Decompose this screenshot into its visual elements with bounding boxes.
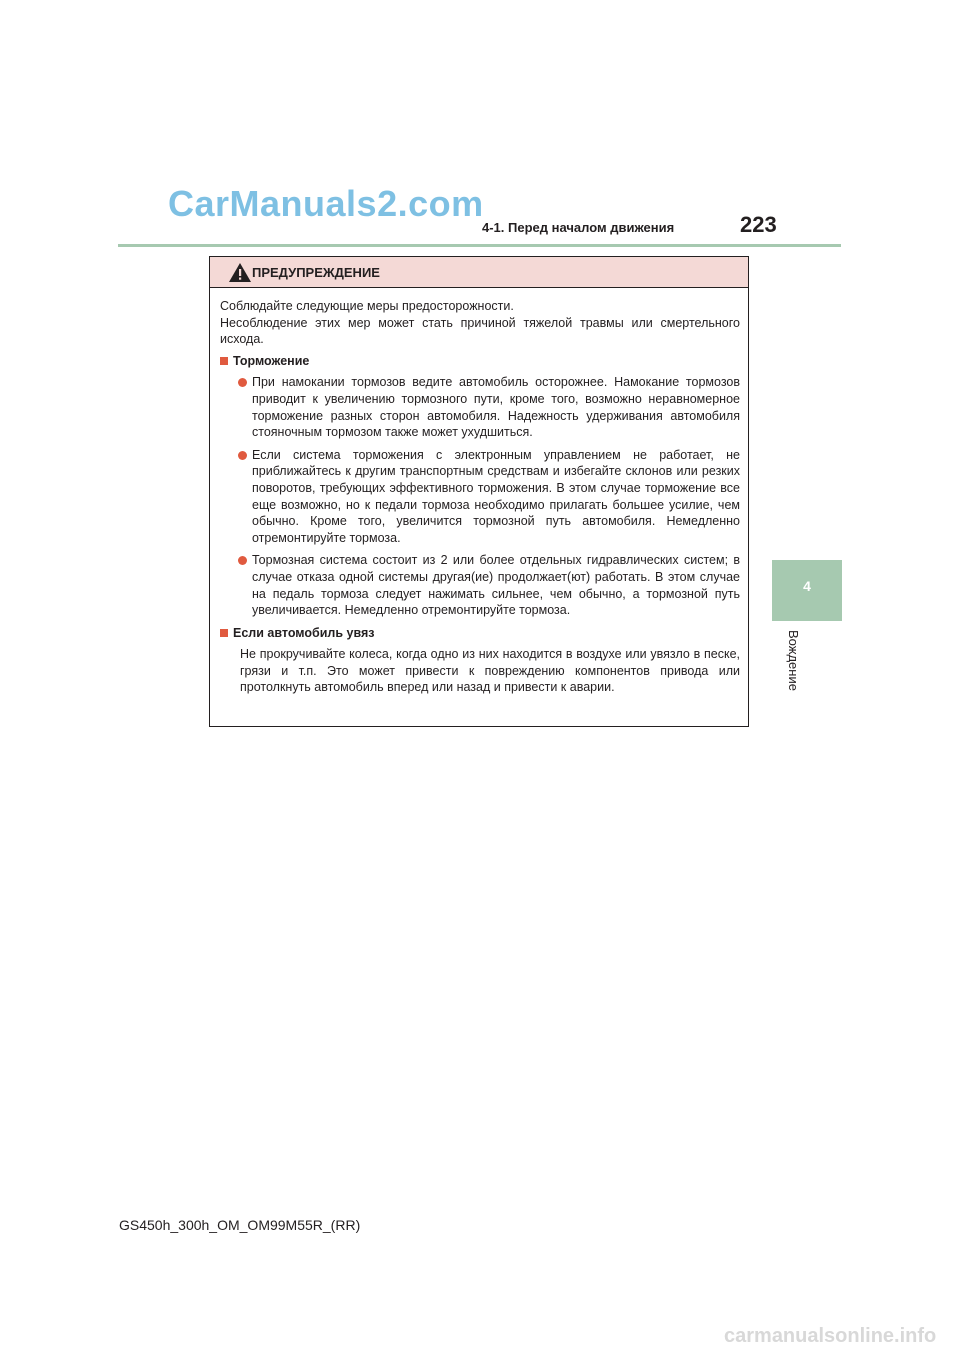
section-title: 4-1. Перед началом движения — [482, 220, 675, 235]
square-bullet-icon — [220, 629, 228, 637]
page-number: 223 — [740, 212, 777, 237]
round-bullet-icon — [238, 556, 247, 565]
list-item-text: Тормозная система состоит из 2 или более отдельных гидравлических систем; в случае отказа одной системы другая(ие) продолжает(ют) работать. В этом случае на педаль тормоза следует нажимать сильнее, чем обычно, а тормозной путь увеличивается. Немедленно отремонтируйте тормоза. — [252, 553, 740, 618]
list-item — [220, 447, 740, 547]
watermark-top: CarManuals2.com — [168, 183, 484, 224]
round-bullet-icon — [238, 378, 247, 387]
warning-body — [210, 288, 748, 696]
round-bullet-icon — [238, 451, 247, 460]
section-heading-label: Если автомобиль увяз — [233, 625, 375, 640]
warning-title: ПРЕДУПРЕЖДЕНИЕ — [252, 265, 380, 280]
chapter-tab — [772, 560, 842, 621]
watermark-bottom: carmanualsonline.info — [724, 1325, 937, 1347]
warning-intro-consequence: Несоблюдение этих мер может стать причиной тяжелой травмы или смертельного исхода. — [220, 315, 740, 347]
list-item — [220, 374, 740, 440]
warning-box — [209, 256, 749, 727]
section-heading-stuck — [220, 625, 740, 642]
chapter-label: Вождение — [786, 630, 801, 691]
chapter-number: 4 — [803, 578, 811, 594]
list-item-text: При намокании тормозов ведите автомобиль осторожнее. Намокание тормозов приводит к увеличению тормозного пути, кроме того, возможно неравномерное торможение разных сторон автомобиля. Надежность удерживания автомобиля стояночным тормозом также может ухудшиться. — [252, 375, 740, 440]
document-code: GS450h_300h_OM_OM99M55R_(RR) — [119, 1217, 361, 1233]
warning-triangle-icon — [229, 263, 251, 282]
warning-intro-line: Соблюдайте следующие меры предосторожности. — [220, 299, 514, 313]
list-item-text: Если система торможения с электронным управлением не работает, не приближайтесь к другим транспортным средствам и избегайте склонов или резких поворотов, требующих эффективного торможения. В этом случае торможение все еще возможно, но к педали тормоза необходимо прилагать большее усилие, чем обычно. Кроме того, увеличится тормозной путь автомобиля. Немедленно отремонтируйте тормоза. — [252, 447, 740, 545]
warning-header — [210, 257, 748, 288]
section-heading-label: Торможение — [233, 353, 310, 368]
square-bullet-icon — [220, 357, 228, 365]
section-paragraph: Не прокручивайте колеса, когда одно из них находится в воздухе или увязло в песке, грязи и т.п. Это может привести к повреждению компонентов привода или протолкнуть автомобиль вперед или назад и привести к аварии. — [240, 647, 740, 695]
section-heading-braking — [220, 353, 740, 370]
list-item — [220, 552, 740, 618]
header-rule — [118, 244, 841, 247]
